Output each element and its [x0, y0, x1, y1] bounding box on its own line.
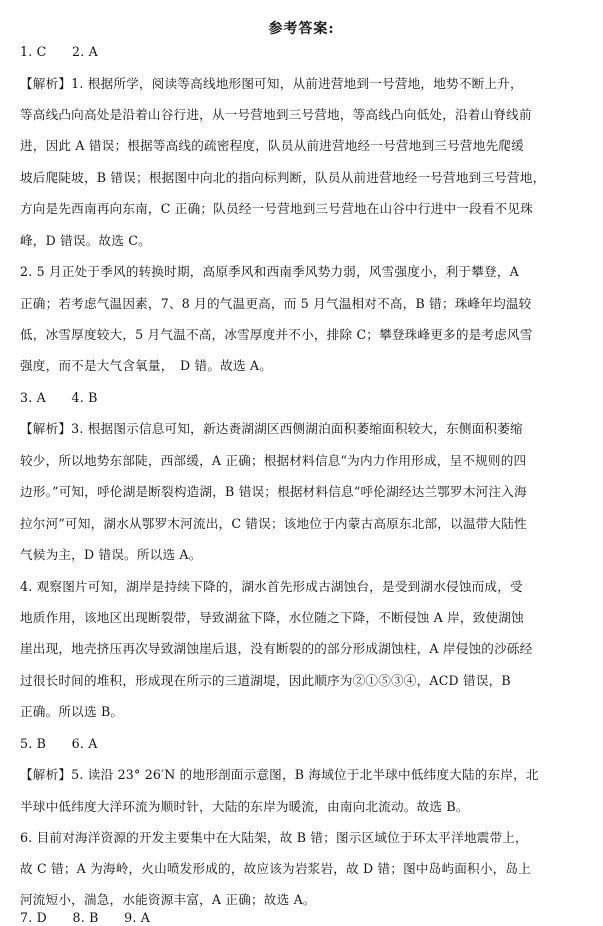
answer-line: 5. B 6. A: [20, 736, 98, 751]
answer-line: 1. C 2. A: [20, 44, 98, 59]
answer-line: 3. A 4. B: [20, 390, 98, 405]
answer-line: 正确；若考虑气温因素，7、8 月的气温更高，而 5 月气温相对不高，B 错；珠峰年均温较: [20, 296, 532, 311]
answer-line: 河流短小，湍急，水能资源丰富，A 正确；故选 A。: [20, 892, 316, 907]
answer-line: 【解析】3. 根据图示信息可知，新达赉湖湖区西侧湖泊面积萎缩面积较大，东侧面积萎缩: [20, 421, 523, 436]
answer-line: 故 C 错；A 为海岭，火山喷发形成的，故应该为岩浆岩，故 D 错；图中岛屿面积小，岛上: [20, 861, 532, 876]
answer-line: 地质作用，该地区出现断裂带，导致湖盆下降，水位随之下降，不断侵蚀 A 岸，致使湖蚀: [20, 610, 524, 625]
answer-line: 【解析】1. 根据所学，阅读等高线地形图可知，从前进营地到一号营地，地势不断上升，: [20, 76, 523, 91]
answer-line: 7. D 8. B 9. A: [20, 910, 151, 925]
answer-line: 峰，D 错误。故选 C。: [20, 233, 151, 248]
answer-line: 低，冰雪厚度较大，5 月气温不高，冰雪厚度并不小，排除 C；攀登珠峰更多的是考虑风雪: [20, 327, 533, 342]
answer-line: 强度，而不是大气含氧量， D 错。故选 A。: [20, 358, 272, 373]
answer-line: 崖出现，地壳挤压再次导致湖蚀崖后退，没有断裂的的部分形成湖蚀柱，A 岸侵蚀的沙砾经: [20, 641, 533, 656]
answer-line: 半球中低纬度大洋环流为顺时针，大陆的东岸为暖流，由南向北流动。故选 B。: [20, 799, 469, 814]
answer-line: 坡后爬陡坡，B 错误；根据图中向北的指向标判断，队员从前进营地经一号营地到三号营地，: [20, 170, 546, 185]
answer-line: 6. 目前对海洋资源的开发主要集中在大陆架，故 B 错；图示区域位于环太平洋地震带上，: [20, 830, 528, 845]
answer-line: 2. 5 月正处于季风的转换时期，高原季风和西南季风势力弱，风雪强度小，利于攀登，A: [20, 264, 519, 279]
answer-line: 过很长时间的堆积，形成现在所示的三道湖堤，因此顺序为②①⑤③④，ACD 错误，B: [20, 673, 511, 688]
answer-line: 正确。所以选 B。: [20, 704, 124, 719]
answer-line: 4. 观察图片可知，湖岸是持续下降的，湖水首先形成古湖蚀台，是受到湖水侵蚀而成，受: [20, 579, 523, 594]
answer-line: 拉尔河”可知，湖水从鄂罗木河流出，C 错误；该地位于内蒙古高原东北部，以温带大陆性: [20, 516, 527, 531]
page-title: 参考答案:: [268, 21, 335, 37]
answer-line: 边形。”可知，呼伦湖是断裂构造湖，B 错误；根据材料信息“呼伦湖经达兰鄂罗木河注入海: [20, 484, 527, 499]
answer-line: 气候为主，D 错误。所以选 A。: [20, 547, 202, 562]
answer-line: 方向是先西南再向东南，C 正确；队员经一号营地到三号营地在山谷中行进中一段看不见珠: [20, 201, 533, 216]
answer-line: 较少，所以地势东部陡，西部缓，A 正确；根据材料信息“为内力作用形成，呈不规则的四: [20, 453, 527, 468]
answer-line: 等高线凸向高处是沿着山谷行进，从一号营地到三号营地，等高线凸向低处，沿着山脊线前: [20, 107, 532, 122]
answer-line: 【解析】5. 读沿 23° 26′N 的地形剖面示意图，B 海域位于北半球中低纬度大陆的东岸，北: [20, 767, 539, 782]
answer-line: 进，因此 A 错误；根据等高线的疏密程度，队员从前进营地经一号营地到三号营地先爬缓: [20, 138, 524, 153]
